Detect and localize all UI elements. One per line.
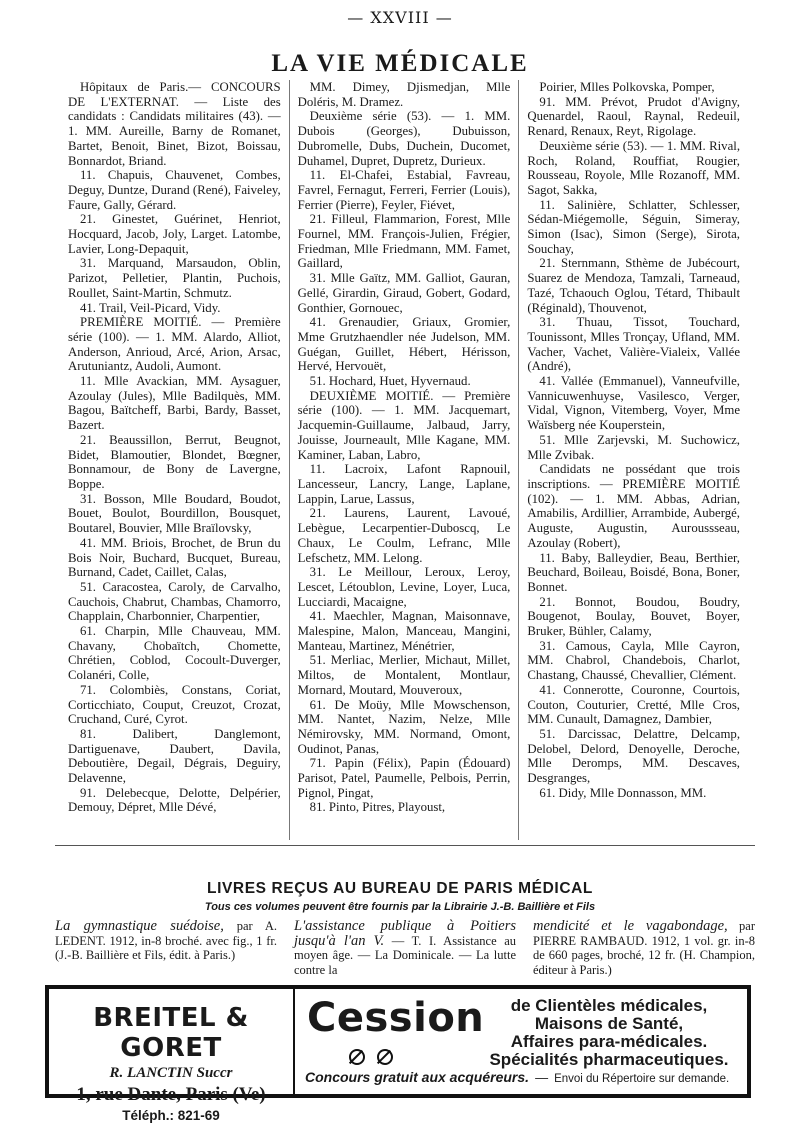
book-details: — T. I. Assistance au moyen âge. — La Dominicale. — La lutte contre la bbox=[294, 933, 517, 977]
article-column-1 bbox=[62, 80, 287, 840]
advertisement-box bbox=[45, 985, 751, 1123]
directory-note: Envoi du Répertoire sur demande. bbox=[554, 1073, 730, 1085]
article-paragraph: 31. Mlle Gaïtz, MM. Galliot, Gauran, Gellé, Girardin, Giraud, Gobert, Godard, Gonthier, Gornouec, bbox=[297, 271, 511, 315]
article-paragraph: PREMIÈRE MOITIÉ. — Première série (100). — 1. MM. Alardo, Alliot, Anderson, Anrioud, Arcé, Arion, Arsac, Arutuniantz, Audoli, Aumont. bbox=[68, 315, 281, 374]
cession-line: Maisons de Santé, bbox=[534, 1014, 684, 1033]
column-rule bbox=[518, 80, 519, 840]
article-paragraph: 31. Le Meillour, Leroux, Leroy, Lescet, Létoublon, Levine, Loyer, Luca, Lucciardi, Macaigne, bbox=[297, 565, 511, 609]
cession-line: de Clientèles médicales, bbox=[510, 996, 708, 1015]
book-title: mendicité et le vagabondage, bbox=[533, 918, 728, 934]
article-paragraph: DEUXIÈME MOITIÉ. — Première série (100). — 1. MM. Jacquemart, Jacquemin-Guillaume, Jalbaud, Jarry, Jouisse, Journeault, Mlle Kagane, MM. Kaminer, Laban, Labro, bbox=[297, 388, 511, 462]
article-paragraph: 31. Camous, Cayla, Mlle Cayron, MM. Chabrol, Chandebois, Charlot, Chastang, Chaussé, Chevallier, Clément. bbox=[527, 638, 741, 683]
article-paragraph: 91. Delebecque, Delotte, Delpérier, Demouy, Dépret, Mlle Dévé, bbox=[68, 785, 281, 815]
firm-panel bbox=[49, 989, 293, 1123]
page-title: LA VIE MÉDICALE bbox=[271, 50, 529, 77]
article-paragraph: 21. Filleul, Flammarion, Forest, Mlle Fournel, MM. François-Julien, Frégier, Friedman, Mlle Friedmann, MM. Famet, Gaillard, bbox=[297, 212, 511, 271]
article-paragraph: 61. De Moüy, Mlle Mowschenson, MM. Nantet, Nazim, Nelze, Mlle Némirovsky, MM. Normand, Omont, Oudinot, Panas, bbox=[297, 697, 511, 756]
article-paragraph: Poirier, Mlles Polkovska, Pomper, bbox=[539, 80, 715, 94]
cession-panel bbox=[299, 989, 749, 1094]
article-paragraph: 21. Sternmann, Sthème de Jubécourt, Suarez de Mendoza, Tamzali, Tarneaud, Tazé, Tchaouch Oglou, Tétard, Thibault (Réginald), Thouvenot, bbox=[527, 256, 741, 315]
leaf-ornament-icon bbox=[377, 1049, 393, 1065]
article-paragraph: 41. Trail, Veil-Picard, Vidy. bbox=[80, 300, 221, 315]
article-paragraph: 11. Lacroix, Lafont Rapnouil, Lancesseur, Lancry, Lange, Laplane, Lappin, Larue, Lassus, bbox=[297, 462, 511, 506]
article-paragraph: 31. Bosson, Mlle Boudard, Boudot, Bouet, Boulot, Bourdillon, Bousquet, Boutarel, Bouvier, Mlle Braïlovsky, bbox=[68, 491, 281, 536]
book-entry bbox=[294, 919, 516, 977]
article-paragraph: 81. Dalibert, Danglemont, Dartiguenave, Daubert, Davila, Deboutière, Degail, Dégrais, Deguiry, Delavenne, bbox=[68, 726, 281, 786]
cession-line: Spécialités pharmaceutiques. bbox=[489, 1050, 729, 1069]
page-number: — XXVIII — bbox=[347, 8, 453, 27]
article-columns bbox=[62, 80, 746, 840]
firm-successor: R. LANCTIN Succr bbox=[109, 1065, 233, 1081]
article-paragraph: 91. MM. Prévot, Prudot d'Avigny, Quenardel, Raoul, Raynal, Redeuil, Renard, Renaux, Reyt, Rigolage. bbox=[527, 94, 741, 139]
article-paragraph: 51. Caracostea, Caroly, de Carvalho, Cauchois, Chabrut, Chambas, Chamorro, Chapplain, Charbonnier, Charpentier, bbox=[68, 579, 281, 624]
book-details: par A. LEDENT. 1912, in-8 broché. avec fig., 1 fr. (J.-B. Baillière et Fils, édit. à Paris.) bbox=[55, 919, 278, 962]
firm-address: 1, rue Dante, Paris (Ve) bbox=[76, 1084, 266, 1105]
article-paragraph: 11. Mlle Avackian, MM. Aysaguer, Azoulay (Jules), Mlle Badilquès, MM. Bagou, Baïtcheff, Barbi, Bardy, Basset, Bazert. bbox=[68, 374, 281, 433]
article-paragraph: 71. Papin (Félix), Papin (Édouard) Parisot, Patel, Paumelle, Pelbois, Perrin, Pignol, Pingat, bbox=[297, 756, 511, 800]
book-details: par PIERRE RAMBAUD. 1912, 1 vol. gr. in-8 de 660 pages, broché, 12 fr. (H. Champion, éditeur à Paris.) bbox=[533, 919, 755, 977]
ornament-icons bbox=[349, 1049, 393, 1065]
article-paragraph: Candidats ne possédant que trois inscriptions. — PREMIÈRE MOITIÉ (102). — 1. MM. Abbas, Adrian, Amabilis, Ardillier, Arrambide, Aubergé, Auguste, Augustin, Auroussseau, Azoulay (Robert), bbox=[527, 462, 741, 550]
article-paragraph: 51. Hochard, Huet, Hyvernaud. bbox=[309, 374, 471, 389]
article-paragraph: 41. MM. Briois, Brochet, de Brun du Bois Noir, Buchard, Bucquet, Bureau, Burnand, Cadet, Caillet, Calas, bbox=[68, 535, 281, 580]
article-paragraph: 51. Darcissac, Delattre, Delcamp, Delobel, Delord, Denoyelle, Deroche, Mlle Deromps, MM. Descaves, Desgranges, bbox=[527, 726, 741, 786]
book-entry bbox=[55, 919, 277, 977]
article-paragraph: 41. Connerotte, Couronne, Courtois, Couton, Couturier, Cretté, Mlle Cros, MM. Cunault, Damagnez, Dambier, bbox=[527, 682, 741, 727]
article-paragraph: 21. Ginestet, Guérinet, Henriot, Hocquard, Jacob, Joly, Larget. Latombe, Lavier, Long-Depaquit, bbox=[68, 212, 281, 256]
article-column-3 bbox=[521, 80, 746, 840]
book-entry bbox=[533, 919, 755, 977]
books-list bbox=[55, 919, 755, 977]
dash-separator: — bbox=[535, 1070, 549, 1085]
article-paragraph: Hôpitaux de Paris.— CONCOURS DE L'EXTERNAT. — Liste des candidats : Candidats militaires (43). — 1. MM. Aureille, Barny de Romanet, Bartet, Benoit, Binet, Bizot, Boissau, Bonnardot, Briand. bbox=[68, 80, 281, 168]
article-paragraph: 11. Baby, Balleydier, Beau, Berthier, Beuchard, Boileau, Boisdé, Bona, Boner, Bonnet. bbox=[527, 550, 741, 594]
book-title: La gymnastique suédoise, bbox=[55, 918, 224, 934]
article-paragraph: 41. Vallée (Emmanuel), Vanneufville, Vannicuwenhuyse, Vasilesco, Verger, Vidal, Vignon, Vitemberg, Voyer, Mme Waïsberg née Kouperstein, bbox=[527, 374, 741, 433]
book-title: L'assistance publique à Poitiers jusqu'à l'an V. bbox=[294, 918, 516, 949]
books-subtitle: Tous ces volumes peuvent être fournis par la Librairie J.-B. Baillière et Fils bbox=[204, 901, 596, 913]
article-paragraph: 71. Colombiès, Constans, Coriat, Corticchiato, Couput, Creuzot, Crozat, Cruchand, Curé, Cyrot. bbox=[68, 682, 281, 727]
free-offer: Concours gratuit aux acquéreurs. bbox=[305, 1069, 530, 1085]
article-paragraph: 11. Salinière, Schlatter, Schlesser, Sédan-Miégemolle, Séguin, Simeray, Simon (Isac), Simon (Serge), Sirota, Souchay, bbox=[527, 197, 741, 256]
firm-phone: Téléph.: 821-69 bbox=[122, 1108, 220, 1123]
cession-services bbox=[479, 997, 739, 1069]
article-paragraph: 11. Chapuis, Chauvenet, Combes, Deguy, Duntze, Durand (René), Faiveley, Faure, Gally, Gérard. bbox=[68, 168, 281, 212]
article-column-2 bbox=[292, 80, 517, 840]
cession-line: Affaires para-médicales. bbox=[510, 1032, 708, 1051]
books-heading: LIVRES REÇUS AU BUREAU DE PARIS MÉDICAL bbox=[207, 880, 593, 897]
article-paragraph: 51. Merliac, Merlier, Michaut, Millet, Miltos, de Montalent, Montlaur, Mornard, Moutard, Mouveroux, bbox=[297, 653, 511, 697]
article-paragraph: 21. Bonnot, Boudou, Boudry, Bougenot, Boulay, Bouvet, Boyer, Bruker, Bühler, Calamy, bbox=[527, 594, 741, 639]
article-paragraph: MM. Dimey, Djismedjan, Mlle Doléris, M. Dramez. bbox=[297, 80, 511, 109]
article-paragraph: Deuxième série (53). — 1. MM. Dubois (Georges), Dubuisson, Dubromelle, Dubs, Duchein, Ducomet, Duhamel, Dupret, Dupretz, Durieux. bbox=[297, 109, 511, 168]
section-divider bbox=[55, 845, 755, 846]
cession-word: Cession bbox=[307, 995, 485, 1041]
ad-divider bbox=[293, 989, 295, 1094]
column-rule bbox=[289, 80, 290, 840]
article-paragraph: 31. Marquand, Marsaudon, Oblin, Parizot, Pelletier, Plantin, Puchois, Roullet, Saint-Martin, Schmutz. bbox=[68, 256, 281, 300]
article-paragraph: Deuxième série (53). — 1. MM. Rival, Roch, Roland, Rouffiat, Rougier, Rousseau, Royole, Mlle Rozanoff, MM. Sagot, Sakka, bbox=[527, 138, 741, 197]
article-paragraph: 51. Mlle Zarjevski, M. Suchowicz, Mlle Zvibak. bbox=[527, 432, 741, 462]
leaf-ornament-icon bbox=[349, 1049, 365, 1065]
article-paragraph: 41. Maechler, Magnan, Maisonnave, Malespine, Malon, Manceau, Mangini, Manteau, Martinez, Ménétrier, bbox=[297, 609, 511, 653]
article-paragraph: 11. El-Chafei, Estabial, Favreau, Favrel, Fernagut, Ferreri, Ferrier (Louis), Ferrier (Pierre), Feyler, Fiévet, bbox=[297, 168, 511, 212]
article-paragraph: 81. Pinto, Pitres, Playoust, bbox=[309, 800, 446, 815]
article-paragraph: 41. Grenaudier, Griaux, Gromier, Mme Grutzhaendler née Judelson, MM. Guégan, Guillet, Hébert, Hérisson, Hervé, Hervouët, bbox=[297, 315, 511, 374]
article-paragraph: 31. Thuau, Tissot, Touchard, Tounissont, Mlles Tronçay, Ufland, MM. Vacher, Vachet, Valière-Vialeix, Vallée (André), bbox=[527, 315, 741, 374]
article-paragraph: 21. Laurens, Laurent, Lavoué, Lebègue, Lecarpentier-Duboscq, Le Chaux, Le Coulm, Lefranc, Mlle Lefschetz, MM. Lelong. bbox=[297, 506, 511, 565]
article-paragraph: 61. Didy, Mlle Donnasson, MM. bbox=[539, 785, 707, 800]
article-paragraph: 61. Charpin, Mlle Chauveau, MM. Chavany, Chobaïtch, Chomette, Chrétien, Coblod, Cocoult-Duverger, Colanéri, Colle, bbox=[68, 624, 281, 683]
cession-footer bbox=[305, 1069, 745, 1085]
article-paragraph: 21. Beaussillon, Berrut, Beugnot, Bidet, Blamoutier, Blondet, Bœgner, Bonnamour, de Bony de Lavergne, Boppe. bbox=[68, 432, 281, 491]
firm-name: BREITEL & GORET bbox=[93, 1003, 249, 1063]
